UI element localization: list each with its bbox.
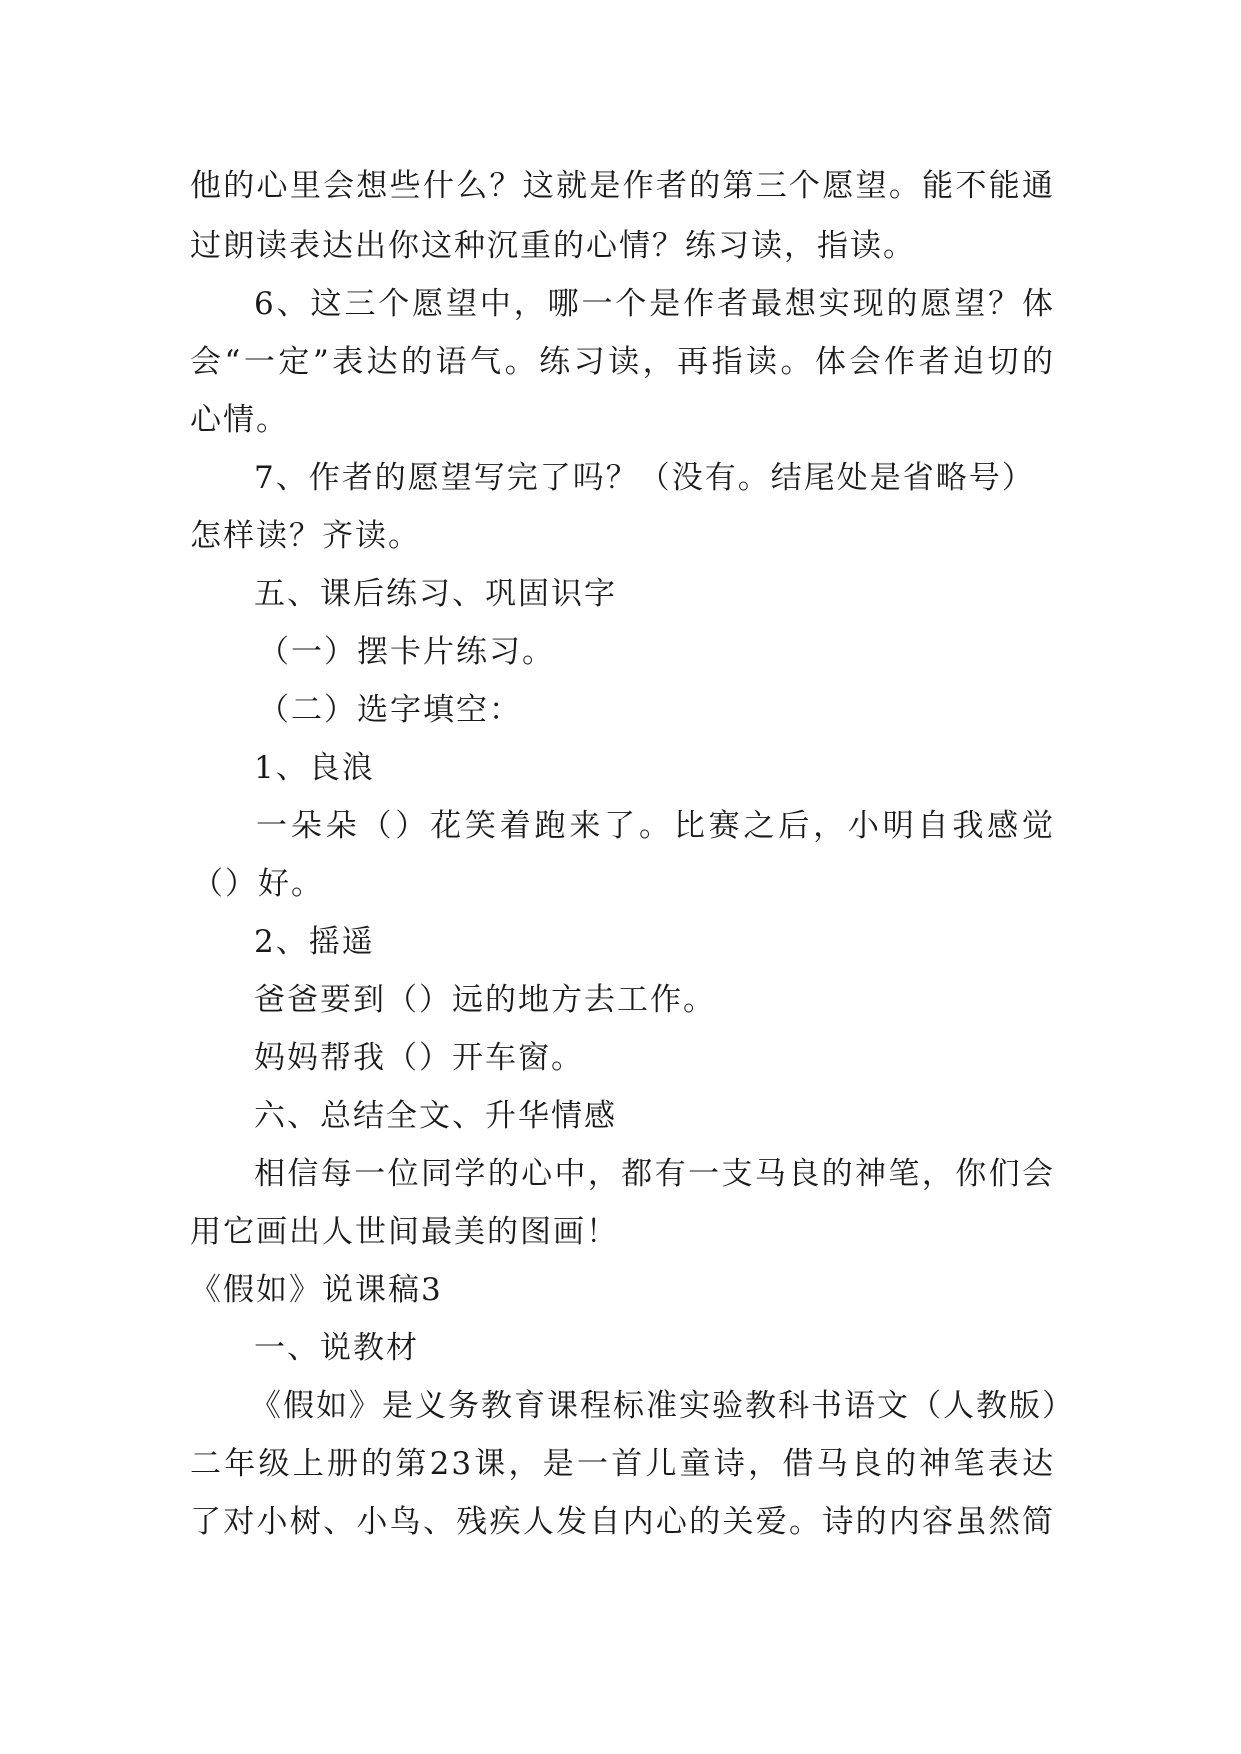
text-line: 一朵朵（）花笑着跑来了。比赛之后，小明自我感觉 bbox=[256, 808, 1055, 844]
text-line: 二年级上册的第23课，是一首儿童诗，借马良的神笔表达 bbox=[190, 1446, 1055, 1482]
text-line: 妈妈帮我（）开车窗。 bbox=[254, 1040, 584, 1076]
text-line: 了对小树、小鸟、残疾人发自内心的关爱。诗的内容虽然简 bbox=[190, 1504, 1055, 1540]
text-line: 爸爸要到（）远的地方去工作。 bbox=[254, 982, 716, 1018]
text-line: 1、良浪 bbox=[254, 750, 375, 786]
section-heading: 五、课后练习、巩固识字 bbox=[254, 576, 617, 612]
text-line: 心情。 bbox=[190, 402, 289, 438]
text-line: （一）摆卡片练习。 bbox=[258, 634, 555, 670]
text-line: 用它画出人世间最美的图画！ bbox=[190, 1214, 619, 1250]
text-line: 他的心里会想些什么？这就是作者的第三个愿望。能不能通 bbox=[190, 168, 1055, 204]
text-line: 《假如》是义务教育课程标准实验教科书语文（人教版） bbox=[250, 1388, 1075, 1424]
text-line: 7、作者的愿望写完了吗？（没有。结尾处是省略号） bbox=[254, 460, 1035, 496]
section-heading: 一、说教材 bbox=[254, 1330, 419, 1366]
text-line: 2、摇遥 bbox=[254, 924, 375, 960]
text-line: （二）选字填空： bbox=[258, 692, 522, 728]
text-line: 6、这三个愿望中，哪一个是作者最想实现的愿望？体 bbox=[254, 286, 1055, 322]
text-line: 会“一定”表达的语气。练习读，再指读。体会作者迫切的 bbox=[190, 344, 1055, 380]
text-line: （）好。 bbox=[192, 866, 324, 902]
text-line: 过朗读表达出你这种沉重的心情？练习读，指读。 bbox=[190, 228, 916, 264]
text-line: 怎样读？齐读。 bbox=[190, 518, 421, 554]
document-title: 《假如》说课稿3 bbox=[190, 1272, 443, 1308]
text-line: 相信每一位同学的心中，都有一支马良的神笔，你们会 bbox=[254, 1156, 1055, 1192]
section-heading: 六、总结全文、升华情感 bbox=[254, 1098, 617, 1134]
